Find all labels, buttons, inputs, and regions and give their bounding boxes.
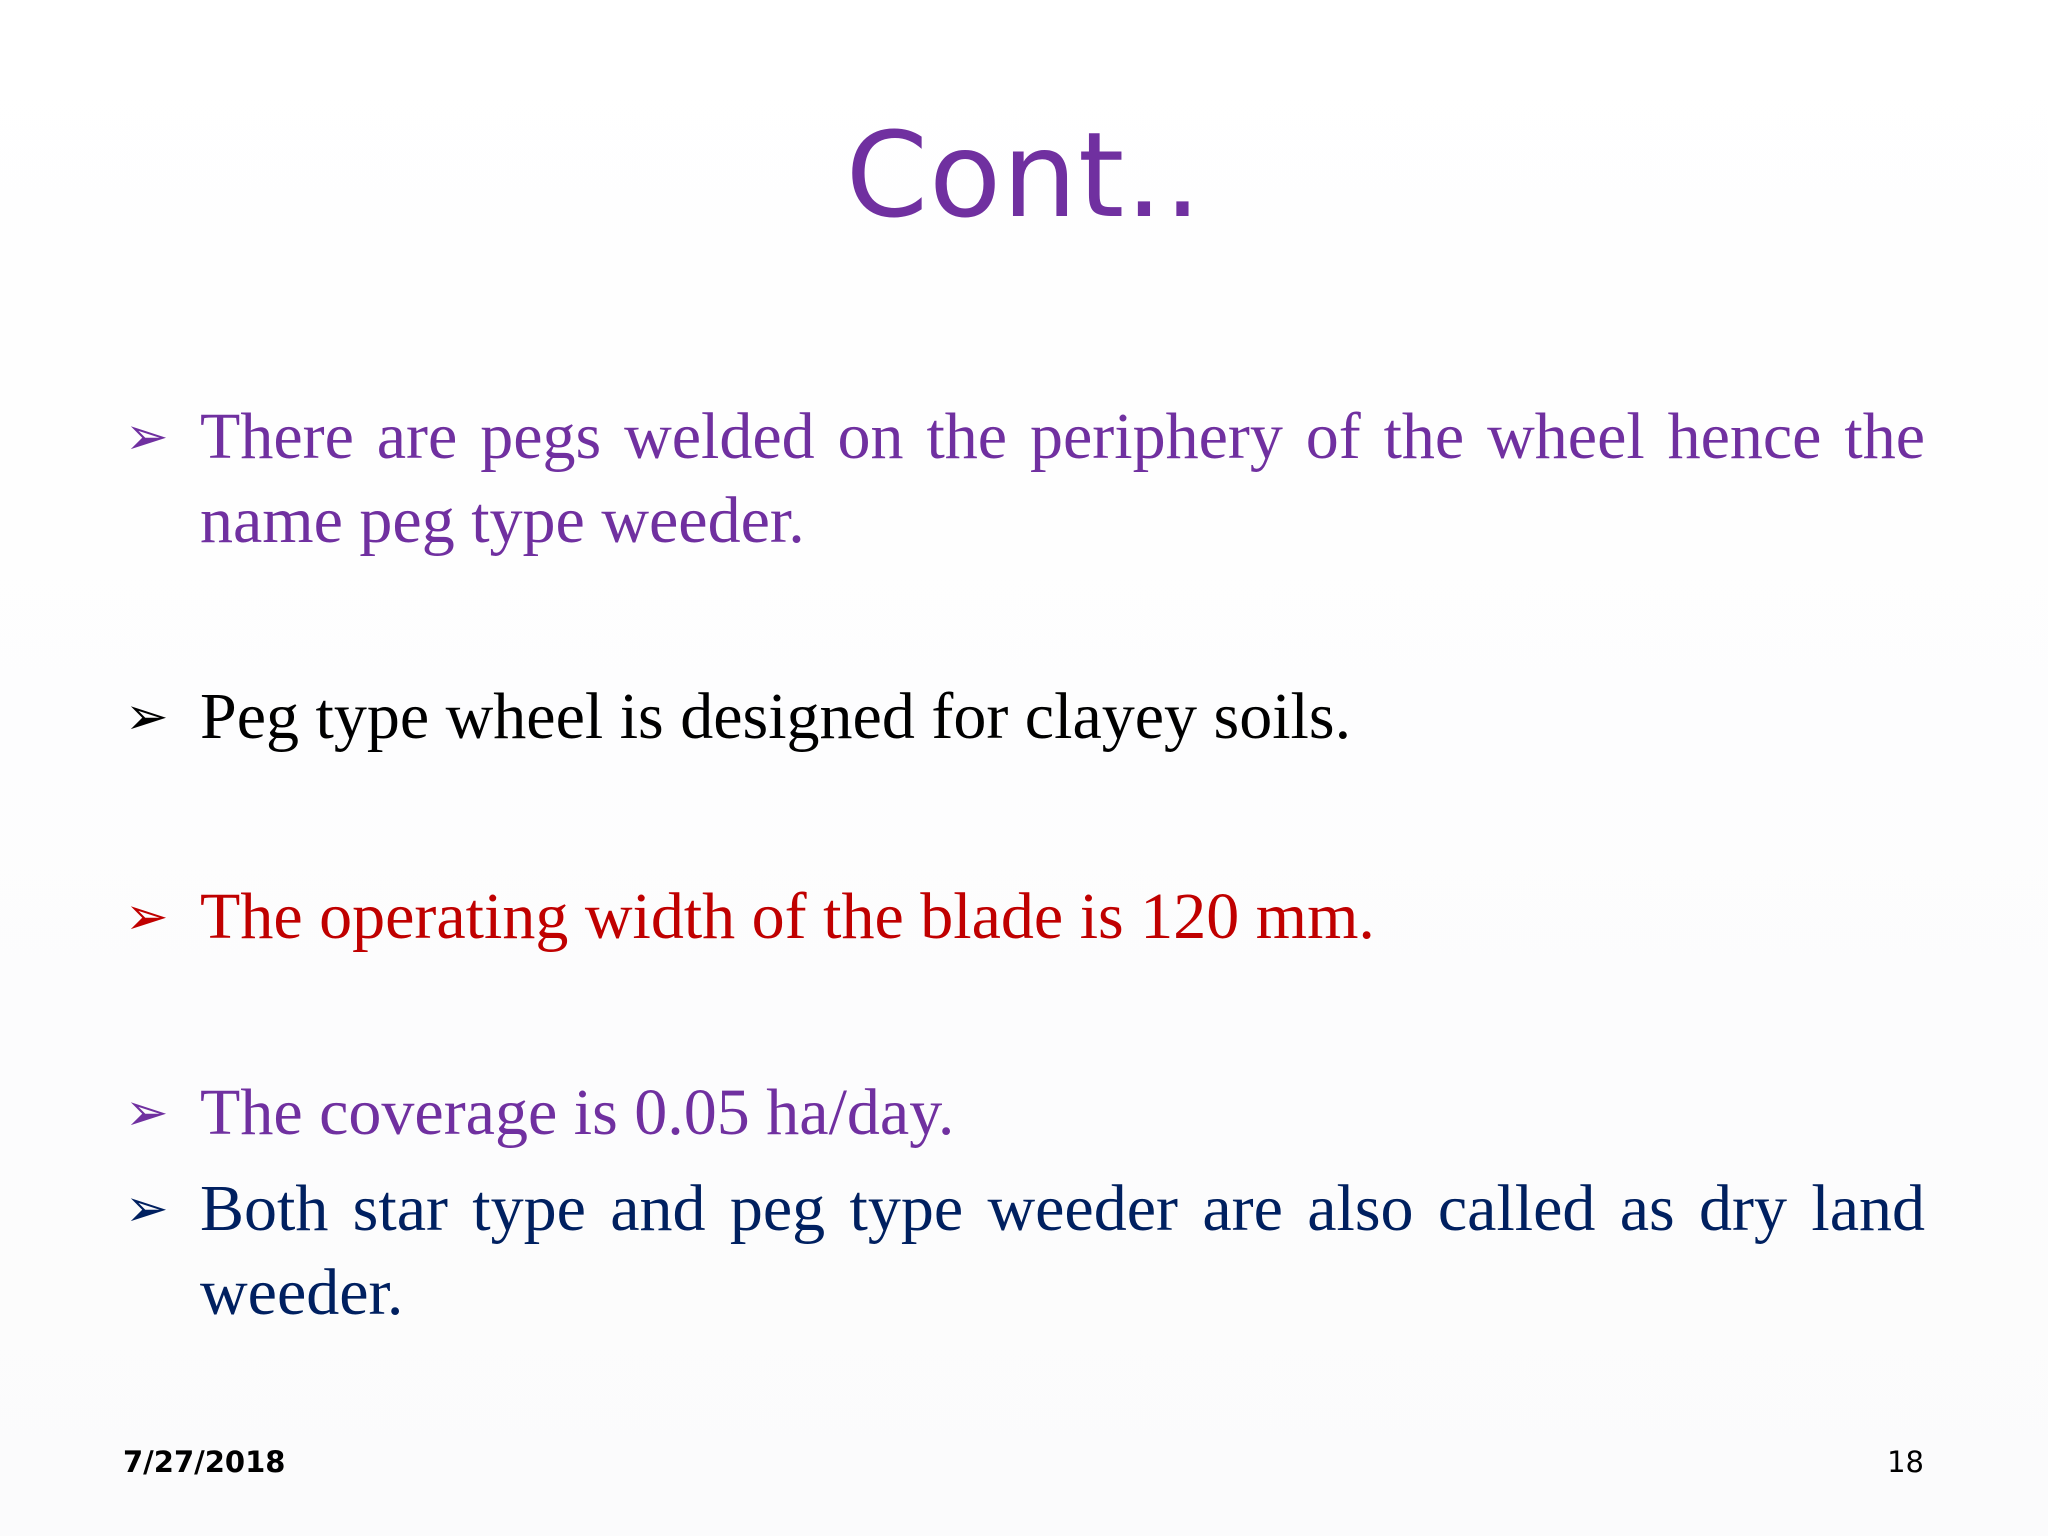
arrow-bullet-icon: ➢ [125, 1179, 169, 1239]
slide-number: 18 [1887, 1445, 1924, 1479]
slide-title: Cont.. [845, 106, 1203, 244]
arrow-bullet-icon: ➢ [125, 687, 169, 747]
bullet-text: The operating width of the blade is 120 mm. [200, 880, 1375, 953]
bullet-item [125, 395, 1925, 563]
arrow-bullet-icon: ➢ [125, 1083, 169, 1143]
arrow-bullet-icon: ➢ [125, 407, 169, 467]
bullet-text: The coverage is 0.05 ha/day. [200, 1076, 955, 1149]
bullet-text: There are pegs welded on the periphery of the wheel hence the name peg type weeder. [200, 400, 1925, 557]
footer-date: 7/27/2018 [123, 1445, 286, 1479]
bullet-text: Both star type and peg type weeder are also called as dry land weeder. [200, 1172, 1925, 1329]
bullet-text: Peg type wheel is designed for clayey soils. [200, 680, 1352, 753]
arrow-bullet-icon: ➢ [125, 887, 169, 947]
bullet-item [125, 1167, 1925, 1335]
bullet-item [125, 875, 1925, 959]
bullet-item [125, 675, 1925, 759]
bullet-item [125, 1071, 1925, 1155]
